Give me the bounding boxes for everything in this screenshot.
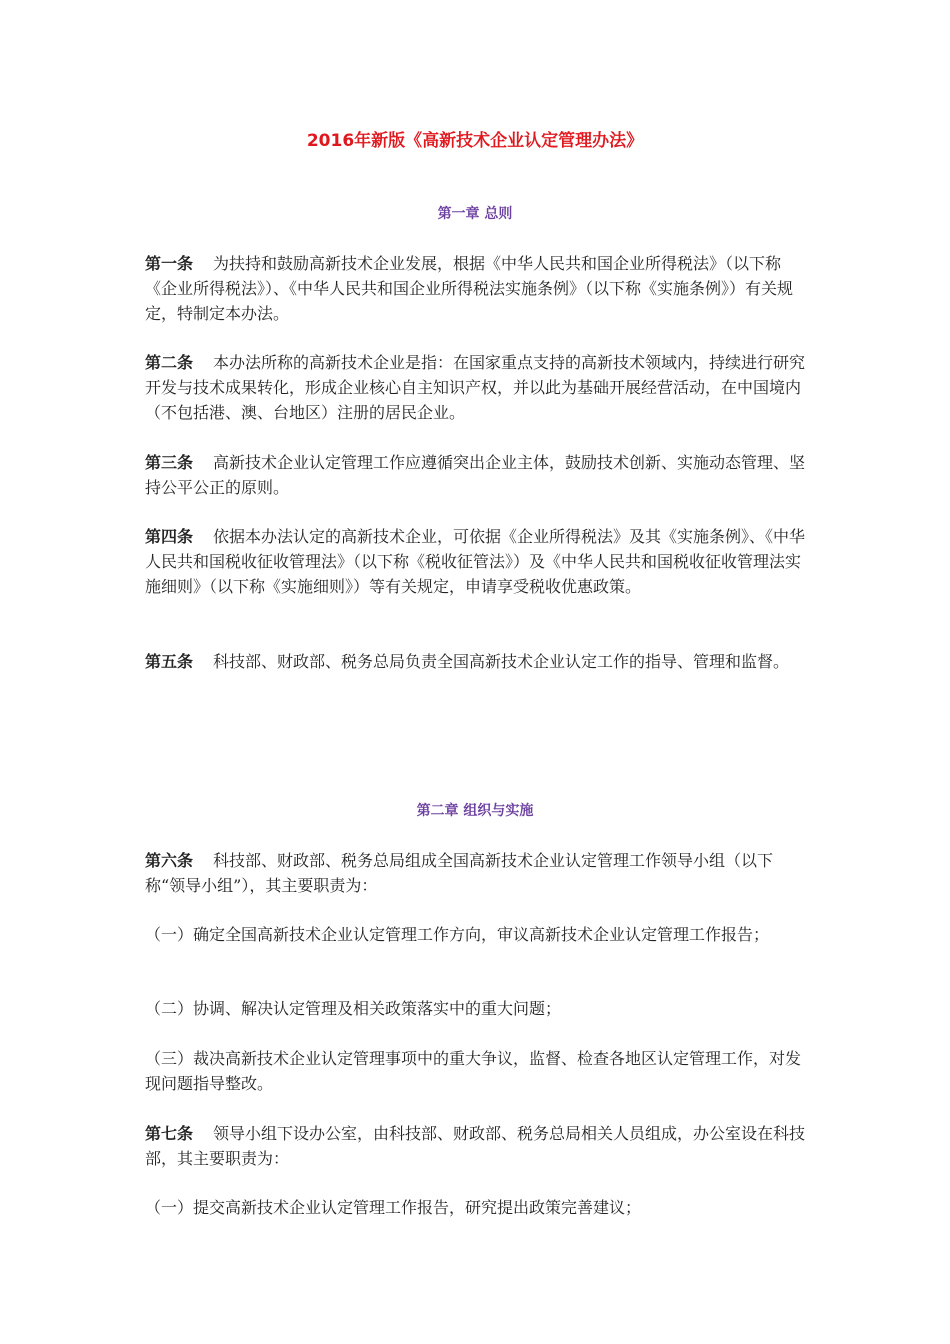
article-number: 第二条 (145, 353, 194, 372)
document-title: 2016年新版《高新技术企业认定管理办法》 (306, 131, 644, 151)
article-text: 依据本办法认定的高新技术企业，可依据《企业所得税法》及其《实施条例》、《中华人民共和国税收征收管理法》（以下称《税收征管法》）及《中华人民共和国税收征收管理法实施细则》（以下称《实施细则》）等有关规定，申请享受税收优惠政策。 (145, 527, 806, 596)
article-3 (145, 450, 807, 500)
article-number: 第三条 (145, 453, 194, 472)
article-number: 第七条 (145, 1124, 194, 1143)
article-4 (145, 524, 807, 599)
article-number: 第五条 (145, 652, 194, 671)
article-6-item-1: （一）确定全国高新技术企业认定管理工作方向，审议高新技术企业认定管理工作报告； (145, 925, 770, 944)
article-number: 第一条 (145, 254, 194, 273)
article-text: 高新技术企业认定管理工作应遵循突出企业主体，鼓励技术创新、实施动态管理、坚持公平公正的原则。 (145, 453, 806, 497)
article-6-item-2: （二）协调、解决认定管理及相关政策落实中的重大问题； (145, 999, 562, 1018)
article-text: 为扶持和鼓励高新技术企业发展，根据《中华人民共和国企业所得税法》（以下称《企业所得税法》）、《中华人民共和国企业所得税法实施条例》（以下称《实施条例》）有关规定，特制定本办法。 (145, 254, 794, 323)
article-number: 第四条 (145, 527, 194, 546)
article-6-item-3: （三）裁决高新技术企业认定管理事项中的重大争议，监督、检查各地区认定管理工作，对发现问题指导整改。 (145, 1049, 802, 1093)
article-text: 本办法所称的高新技术企业是指：在国家重点支持的高新技术领域内，持续进行研究开发与技术成果转化，形成企业核心自主知识产权，并以此为基础开展经营活动，在中国境内（不包括港、澳、台地区）注册的居民企业。 (145, 353, 806, 422)
article-6 (145, 848, 807, 898)
article-number: 第六条 (145, 851, 194, 870)
article-7-item-1: （一）提交高新技术企业认定管理工作报告，研究提出政策完善建议； (145, 1198, 642, 1217)
chapter-2-heading: 第二章 组织与实施 (416, 803, 534, 819)
article-1 (145, 251, 807, 326)
article-7 (145, 1121, 807, 1171)
article-5 (145, 649, 807, 674)
chapter-1-heading: 第一章 总则 (437, 206, 513, 222)
article-text: 科技部、财政部、税务总局负责全国高新技术企业认定工作的指导、管理和监督。 (213, 652, 790, 671)
article-2 (145, 350, 807, 425)
article-text: 领导小组下设办公室，由科技部、财政部、税务总局相关人员组成，办公室设在科技部，其主要职责为： (145, 1124, 806, 1168)
article-text: 科技部、财政部、税务总局组成全国高新技术企业认定管理工作领导小组（以下称“领导小组”），其主要职责为： (145, 851, 774, 895)
